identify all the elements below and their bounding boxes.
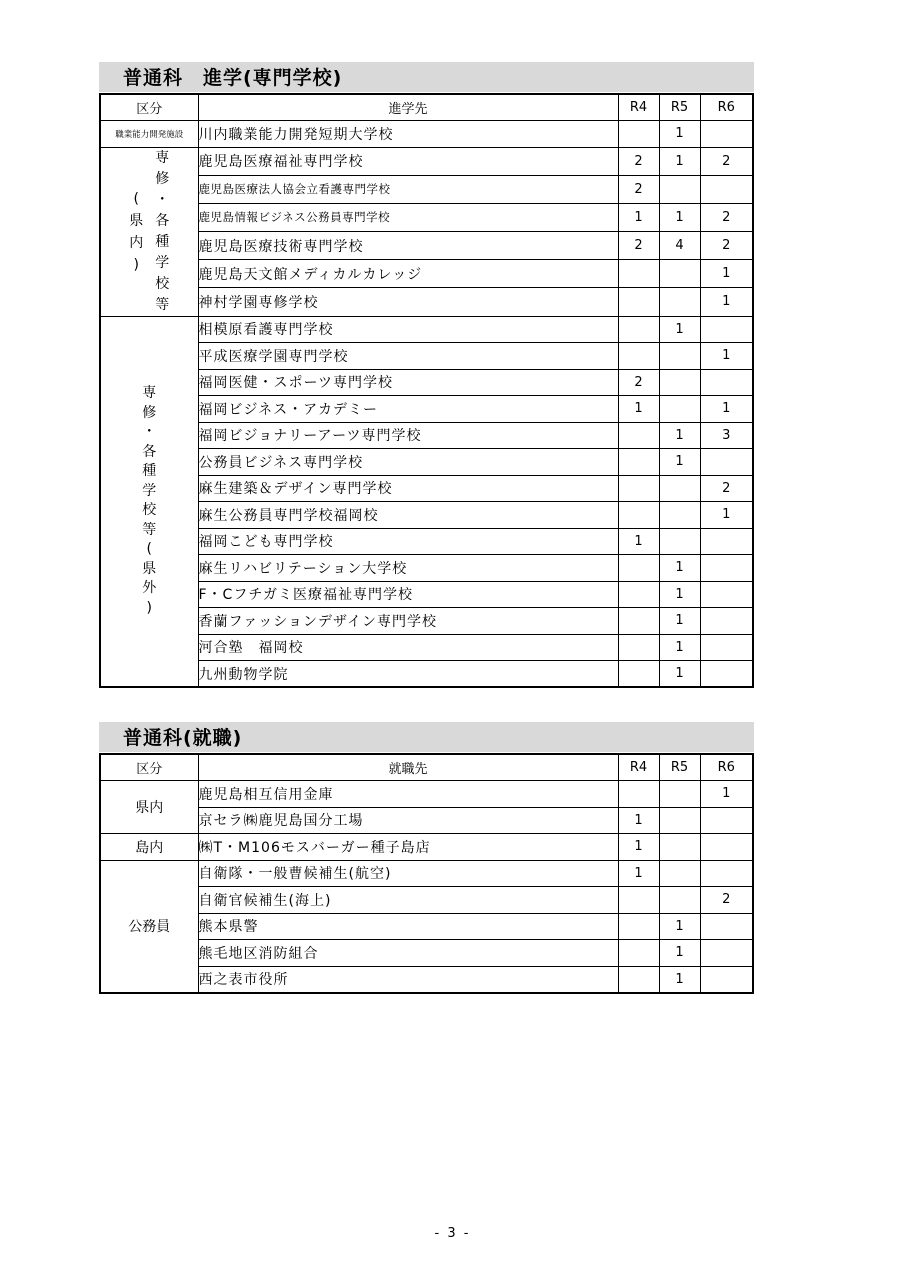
count-r6 [700,807,753,834]
table-row [100,175,753,203]
count-r4 [618,555,659,582]
destination-name: 河合塾 福岡校 [198,634,618,661]
header-row [100,94,753,121]
destination-name: 鹿児島医療福祉専門学校 [198,147,618,175]
table-row [100,422,753,449]
count-r4 [618,966,659,993]
destination-name: F・Cフチガミ医療福祉専門学校 [198,581,618,608]
count-r5: 1 [659,147,700,175]
category-char: 修 [142,404,157,421]
category-in-prefecture [100,147,198,316]
count-r6: 1 [700,260,753,288]
table-row [100,316,753,343]
count-r6 [700,834,753,861]
table-row [100,555,753,582]
count-r4: 2 [618,231,659,259]
destination-name: 自衛官候補生(海上) [198,887,618,914]
count-r5 [659,860,700,887]
table-row [100,231,753,259]
count-r5: 1 [659,661,700,688]
employment-table [99,753,754,994]
table-row [100,661,753,688]
category-public-service: 公務員 [100,860,198,993]
count-r6 [700,175,753,203]
count-r4 [618,634,659,661]
table-row [100,834,753,861]
table-row [100,634,753,661]
section-title-employment: 普通科(就職) [99,722,754,752]
count-r6 [700,316,753,343]
destination-name: 麻生リハビリテーション大学校 [198,555,618,582]
header-r4: R4 [618,754,659,781]
count-r5 [659,175,700,203]
destination-name: 福岡ビジネス・アカデミー [198,396,618,423]
destination-name: 川内職業能力開発短期大学校 [198,121,618,148]
count-r6: 1 [700,343,753,370]
table-row [100,807,753,834]
destination-name: 鹿児島天文館メディカルカレッジ [198,260,618,288]
count-r5 [659,781,700,808]
header-r5: R5 [659,754,700,781]
count-r6: 1 [700,781,753,808]
category-char: 校 [142,502,157,519]
category-char: 学 [155,254,170,271]
destination-name: 鹿児島医療技術専門学校 [198,231,618,259]
count-r5 [659,288,700,316]
count-r4: 1 [618,860,659,887]
count-r4: 1 [618,396,659,423]
count-r4: 1 [618,203,659,231]
destination-name: 福岡ビジョナリーアーツ専門学校 [198,422,618,449]
header-category: 区分 [100,94,198,121]
advancement-table [99,93,754,688]
count-r5 [659,260,700,288]
count-r5: 1 [659,555,700,582]
destination-name: 鹿児島医療法人協会立看護専門学校 [198,175,618,203]
header-destination: 進学先 [198,94,618,121]
category-char: 各 [142,443,157,460]
category-char: 専 [155,149,170,166]
count-r4: 1 [618,834,659,861]
destination-name: 神村学園専修学校 [198,288,618,316]
destination-name: 熊本県警 [198,913,618,940]
category-char: 学 [142,482,157,499]
count-r4 [618,608,659,635]
category-out-of-prefecture [100,316,198,687]
table-row [100,369,753,396]
category-char: 内 [129,234,144,251]
category-char: 等 [142,521,157,538]
count-r4 [618,449,659,476]
count-r5: 1 [659,121,700,148]
destination-name: ㈱T・M106モスバーガー種子島店 [198,834,618,861]
count-r5: 1 [659,940,700,967]
table-row [100,343,753,370]
count-r6: 2 [700,887,753,914]
count-r5: 1 [659,608,700,635]
table-row [100,966,753,993]
count-r6: 1 [700,288,753,316]
count-r4 [618,581,659,608]
section-title-advancement: 普通科 進学(専門学校) [99,62,754,92]
count-r4 [618,475,659,502]
category-vertical-text [101,384,198,618]
destination-name: 麻生建築＆デザイン専門学校 [198,475,618,502]
table-row [100,288,753,316]
count-r6 [700,913,753,940]
count-r5: 1 [659,966,700,993]
category-char: 校 [155,275,170,292]
count-r5: 1 [659,634,700,661]
header-row [100,754,753,781]
count-r5 [659,369,700,396]
destination-name: 西之表市役所 [198,966,618,993]
header-r4: R4 [618,94,659,121]
category-char: 県 [129,212,144,229]
category-char: 種 [155,233,170,250]
count-r6 [700,555,753,582]
count-r4 [618,260,659,288]
count-r5 [659,887,700,914]
count-r6 [700,581,753,608]
header-destination: 就職先 [198,754,618,781]
count-r4: 2 [618,147,659,175]
table-row [100,940,753,967]
table-row [100,449,753,476]
destination-name: 福岡こども専門学校 [198,528,618,555]
category-char: 修 [155,170,170,187]
table-row [100,913,753,940]
count-r5: 1 [659,422,700,449]
destination-name: 福岡医健・スポーツ専門学校 [198,369,618,396]
category-char: 各 [155,212,170,229]
category-island: 島内 [100,834,198,861]
category-char: 外 [142,580,157,597]
destination-name: 自衛隊・一般曹候補生(航空) [198,860,618,887]
count-r5: 1 [659,203,700,231]
count-r4 [618,940,659,967]
count-r5 [659,807,700,834]
destination-name: 京セラ㈱鹿児島国分工場 [198,807,618,834]
count-r6 [700,940,753,967]
count-r5 [659,475,700,502]
count-r6 [700,449,753,476]
table-row [100,887,753,914]
count-r5: 1 [659,581,700,608]
count-r4 [618,422,659,449]
category-char: ・ [155,191,170,208]
category-char: ・ [142,424,157,441]
category-char: 専 [142,385,157,402]
count-r4 [618,288,659,316]
table-row [100,121,753,148]
destination-name: 麻生公務員専門学校福岡校 [198,502,618,529]
category-in-prefecture: 県内 [100,781,198,834]
destination-name: 九州動物学院 [198,661,618,688]
count-r4: 2 [618,175,659,203]
destination-name: 相模原看護専門学校 [198,316,618,343]
count-r6 [700,860,753,887]
count-r6: 2 [700,231,753,259]
category-vertical-text [101,148,198,316]
category-char: ( [133,190,139,207]
count-r4 [618,502,659,529]
count-r5 [659,528,700,555]
count-r6 [700,608,753,635]
destination-name: 公務員ビジネス専門学校 [198,449,618,476]
destination-name: 鹿児島相互信用金庫 [198,781,618,808]
table-row [100,860,753,887]
page-number: - 3 - [434,1226,471,1241]
count-r5 [659,396,700,423]
destination-name: 香蘭ファッションデザイン専門学校 [198,608,618,635]
category-char: ( [146,541,152,558]
count-r5 [659,343,700,370]
table-row [100,502,753,529]
destination-name: 鹿児島情報ビジネス公務員専門学校 [198,203,618,231]
table-row [100,396,753,423]
table-row [100,203,753,231]
category-char: 種 [142,463,157,480]
count-r6 [700,121,753,148]
count-r5 [659,834,700,861]
count-r6 [700,369,753,396]
count-r4: 1 [618,807,659,834]
count-r4 [618,913,659,940]
table-row [100,581,753,608]
count-r4 [618,316,659,343]
count-r4: 1 [618,528,659,555]
category-char: ) [146,599,152,616]
count-r6 [700,634,753,661]
count-r4 [618,887,659,914]
destination-name: 平成医療学園専門学校 [198,343,618,370]
count-r6: 2 [700,147,753,175]
count-r5: 1 [659,913,700,940]
category-char: 等 [155,296,170,313]
header-r5: R5 [659,94,700,121]
count-r5 [659,502,700,529]
category-char: 県 [142,560,157,577]
destination-name: 熊毛地区消防組合 [198,940,618,967]
count-r4: 2 [618,369,659,396]
table-row [100,475,753,502]
count-r4 [618,661,659,688]
count-r5: 1 [659,316,700,343]
header-r6: R6 [700,94,753,121]
count-r4 [618,121,659,148]
count-r4 [618,781,659,808]
count-r6: 1 [700,502,753,529]
count-r6: 2 [700,203,753,231]
table-row [100,608,753,635]
header-r6: R6 [700,754,753,781]
category-vocational: 職業能力開発施設 [100,121,198,148]
count-r6 [700,661,753,688]
count-r6 [700,528,753,555]
count-r6: 2 [700,475,753,502]
count-r5: 4 [659,231,700,259]
table-row [100,781,753,808]
count-r6: 1 [700,396,753,423]
count-r4 [618,343,659,370]
table-row [100,260,753,288]
table-row [100,528,753,555]
category-char: ) [133,256,139,273]
count-r5: 1 [659,449,700,476]
table-row [100,147,753,175]
count-r6: 3 [700,422,753,449]
count-r6 [700,966,753,993]
header-category: 区分 [100,754,198,781]
